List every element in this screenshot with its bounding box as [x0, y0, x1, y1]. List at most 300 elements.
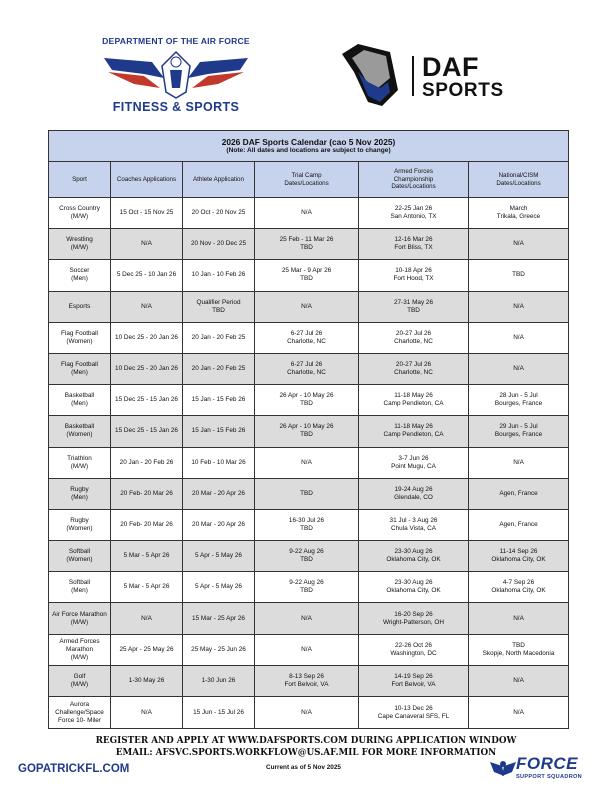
cell-national-cism: [469, 603, 569, 634]
cell-line: 20 Jan - 20 Feb 25: [191, 333, 246, 341]
table-row: [49, 385, 569, 416]
calendar-title-cell: [49, 131, 569, 162]
cell-national-cism: [469, 260, 569, 291]
table-row: [49, 322, 569, 353]
cell-line: 22-26 Oct 26: [395, 641, 432, 649]
cell-sport: [49, 665, 111, 696]
cell-athlete-application: [183, 697, 255, 729]
cell-line: (M/W): [70, 653, 89, 661]
column-header-line: Armed Forces: [394, 167, 433, 175]
force-logo-text: FORCE: [516, 754, 578, 773]
cell-line: (Men): [71, 275, 88, 283]
table-row: [49, 198, 569, 229]
cell-line: Air Force Marathon: [52, 610, 107, 618]
cell-trial-camp: [255, 322, 359, 353]
cell-line: 25 Mar - 9 Apr 26: [281, 267, 332, 275]
cell-line: Fort Belvoir, VA: [284, 680, 329, 688]
cell-line: N/A: [513, 365, 524, 373]
cell-line: Agen, France: [499, 489, 538, 497]
cell-line: Chula Vista, CA: [391, 524, 436, 532]
cell-line: Glendale, CO: [394, 493, 433, 501]
email-line: EMAIL: AFSVC.SPORTS.WORKFLOW@US.AF.MIL FOR MORE INFORMATION: [115, 748, 497, 758]
cell-line: Basketball: [64, 392, 95, 400]
cell-line: 20 Feb- 20 Mar 26: [120, 489, 173, 497]
cell-sport: [49, 322, 111, 353]
cell-line: Esports: [68, 302, 91, 310]
cell-athlete-application: [183, 198, 255, 229]
calendar-title: 2026 DAF Sports Calendar (cao 5 Nov 2025): [221, 136, 396, 147]
cell-line: (Men): [71, 369, 88, 377]
cell-line: 27-31 May 26: [393, 298, 434, 306]
cell-line: Charlotte, NC: [394, 369, 433, 377]
cell-line: Point Mugu, CA: [391, 462, 436, 470]
cell-armed-forces-championship: [359, 260, 469, 291]
calendar-body: [49, 198, 569, 729]
cell-athlete-application: [183, 447, 255, 478]
cell-line: 25 May - 25 Jun 26: [191, 645, 246, 653]
cell-armed-forces-championship: [359, 322, 469, 353]
cell-line: TBD: [300, 431, 313, 439]
cell-line: Fort Hood, TX: [393, 275, 434, 283]
cell-line: 6-27 Jul 26: [290, 361, 323, 369]
cell-armed-forces-championship: [359, 634, 469, 665]
cell-armed-forces-championship: [359, 416, 469, 447]
cell-line: Triathlon: [67, 454, 92, 462]
current-as-of: Current as of 5 Nov 2025: [266, 764, 341, 771]
cell-line: TBD: [300, 275, 313, 283]
cell-trial-camp: [255, 665, 359, 696]
cell-line: 15 Dec 25 - 15 Jan 26: [115, 427, 178, 435]
table-row: [49, 697, 569, 729]
cell-armed-forces-championship: [359, 229, 469, 260]
cell-line: 28 Jun - 5 Jul: [499, 392, 538, 400]
cell-line: TBD: [300, 524, 313, 532]
column-header-national-cism: [469, 162, 569, 198]
column-header-row: [49, 162, 569, 198]
calendar-note: (Note: All dates and locations are subject to change): [226, 147, 391, 155]
cell-line: 20 Feb- 20 Mar 26: [120, 520, 173, 528]
cell-line: Flag Football: [61, 361, 98, 369]
cell-national-cism: [469, 541, 569, 572]
column-header-line: Dates/Locations: [284, 179, 329, 187]
logo-divider: [412, 56, 414, 96]
cell-national-cism: [469, 353, 569, 384]
cell-line: 1-30 Jun 26: [201, 676, 236, 684]
cell-athlete-application: [183, 509, 255, 540]
cell-national-cism: [469, 322, 569, 353]
cell-line: Oklahoma City, OK: [491, 556, 546, 564]
cell-line: 5 Apr - 5 May 26: [195, 583, 242, 591]
cell-sport: [49, 478, 111, 509]
cell-coaches-applications: [111, 509, 183, 540]
table-row: [49, 353, 569, 384]
cell-line: 20 Jan - 20 Feb 25: [191, 365, 246, 373]
cell-line: Charlotte, NC: [394, 337, 433, 345]
force-support-squadron-logo: [490, 752, 600, 786]
daf-shield-icon: [338, 42, 408, 108]
cell-line: Washington, DC: [390, 649, 437, 657]
cell-line: N/A: [141, 302, 152, 310]
logo-sports-text: SPORTS: [422, 80, 504, 101]
cell-line: Basketball: [64, 423, 95, 431]
table-row: [49, 572, 569, 603]
cell-line: N/A: [513, 302, 524, 310]
cell-coaches-applications: [111, 572, 183, 603]
cell-line: TBD: [300, 556, 313, 564]
cell-line: N/A: [513, 676, 524, 684]
cell-athlete-application: [183, 416, 255, 447]
cell-trial-camp: [255, 291, 359, 322]
daf-sports-logo: [338, 42, 528, 112]
cell-line: (M/W): [70, 680, 89, 688]
cell-line: Oklahoma City, OK: [386, 556, 441, 564]
logo-fitness-sports-text: FITNESS & SPORTS: [112, 100, 240, 114]
cell-line: 14-19 Sep 26: [394, 672, 433, 680]
cell-sport: [49, 447, 111, 478]
cell-coaches-applications: [111, 198, 183, 229]
cell-line: TBD: [212, 306, 225, 314]
column-header-armed-forces-championship: [359, 162, 469, 198]
cell-national-cism: [469, 572, 569, 603]
cell-line: 26 Apr - 10 May 26: [279, 423, 334, 431]
cell-line: N/A: [301, 209, 312, 217]
cell-line: Armed Forces: [59, 637, 100, 645]
cell-line: 16-30 Jul 26: [288, 516, 325, 524]
cell-sport: [49, 509, 111, 540]
cell-line: 10 Jan - 10 Feb 26: [191, 271, 246, 279]
cell-line: Qualifier Period: [196, 298, 241, 306]
column-header-line: Trial Camp: [291, 171, 322, 179]
table-row: [49, 603, 569, 634]
column-header-line: National/CISM: [498, 171, 539, 179]
cell-line: Fort Belvoir, VA: [391, 680, 436, 688]
cell-national-cism: [469, 509, 569, 540]
cell-line: (Women): [66, 524, 93, 532]
cell-athlete-application: [183, 260, 255, 291]
cell-line: 23-30 Aug 26: [394, 579, 433, 587]
cell-line: (M/W): [70, 213, 89, 221]
cell-athlete-application: [183, 478, 255, 509]
cell-line: N/A: [301, 614, 312, 622]
cell-line: Oklahoma City, OK: [491, 587, 546, 595]
cell-trial-camp: [255, 634, 359, 665]
cell-athlete-application: [183, 229, 255, 260]
cell-line: 20 Oct - 20 Nov 25: [191, 209, 246, 217]
table-row: [49, 260, 569, 291]
cell-national-cism: [469, 291, 569, 322]
cell-line: TBD: [300, 587, 313, 595]
cell-line: 25 Apr - 25 May 26: [119, 645, 174, 653]
cell-line: N/A: [301, 708, 312, 716]
cell-line: Rugby: [70, 516, 89, 524]
cell-athlete-application: [183, 291, 255, 322]
cell-athlete-application: [183, 322, 255, 353]
cell-line: 12-16 Mar 26: [394, 236, 433, 244]
logo-daf-text: DAF: [422, 52, 479, 82]
cell-coaches-applications: [111, 291, 183, 322]
column-header-line: Dates/Locations: [496, 179, 541, 187]
cell-armed-forces-championship: [359, 697, 469, 729]
cell-line: N/A: [301, 458, 312, 466]
cell-line: (Women): [66, 337, 93, 345]
cell-armed-forces-championship: [359, 478, 469, 509]
cell-sport: [49, 697, 111, 729]
cell-line: 15 Oct - 15 Nov 25: [119, 209, 174, 217]
register-line: REGISTER AND APPLY AT WWW.DAFSPORTS.COM DURING APPLICATION WINDOW: [95, 736, 517, 746]
cell-line: 10 Dec 25 - 20 Jan 26: [115, 333, 178, 341]
table-row: [49, 634, 569, 665]
cell-line: (Men): [71, 400, 88, 408]
cell-athlete-application: [183, 353, 255, 384]
column-header-line: Dates/Locations: [391, 183, 436, 191]
website-link[interactable]: GOPATRICKFL.COM: [18, 763, 130, 775]
column-header-line: Sport: [72, 175, 87, 183]
cell-trial-camp: [255, 572, 359, 603]
cell-sport: [49, 353, 111, 384]
cell-line: N/A: [513, 240, 524, 248]
cell-line: 15 Mar - 25 Apr 26: [192, 614, 245, 622]
cell-line: Trikala, Greece: [496, 213, 541, 221]
table-row: [49, 229, 569, 260]
cell-line: March: [509, 205, 528, 213]
cell-trial-camp: [255, 385, 359, 416]
table-row: [49, 541, 569, 572]
logo-department-text: DEPARTMENT OF THE AIR FORCE: [102, 36, 250, 46]
cell-sport: [49, 260, 111, 291]
cell-line: 16-20 Sep 26: [394, 610, 433, 618]
column-header-athlete-application: [183, 162, 255, 198]
cell-line: Charlotte, NC: [287, 337, 326, 345]
cell-line: Bourges, France: [494, 400, 543, 408]
cell-sport: [49, 291, 111, 322]
cell-line: N/A: [301, 645, 312, 653]
cell-line: N/A: [513, 458, 524, 466]
cell-line: 15 Jun - 15 Jul 26: [193, 708, 244, 716]
cell-national-cism: [469, 385, 569, 416]
cell-line: Flag Football: [61, 329, 98, 337]
cell-line: 31 Jul - 3 Aug 26: [389, 516, 438, 524]
table-row: [49, 478, 569, 509]
cell-line: 11-18 May 26: [394, 423, 433, 431]
cell-line: (Men): [71, 493, 88, 501]
cell-line: TBD: [300, 400, 313, 408]
cell-coaches-applications: [111, 665, 183, 696]
cell-line: Camp Pendleton, CA: [383, 400, 444, 408]
cell-armed-forces-championship: [359, 198, 469, 229]
cell-line: Aurora: [69, 700, 90, 708]
cell-coaches-applications: [111, 603, 183, 634]
column-header-line: Athlete Application: [193, 175, 244, 183]
cell-line: 19-24 Aug 26: [394, 485, 433, 493]
cell-trial-camp: [255, 478, 359, 509]
column-header-line: Championship: [393, 175, 434, 183]
cell-line: N/A: [141, 614, 152, 622]
cell-national-cism: [469, 478, 569, 509]
cell-athlete-application: [183, 634, 255, 665]
cell-national-cism: [469, 634, 569, 665]
cell-line: Challenge/Space: [55, 708, 104, 716]
cell-line: N/A: [141, 708, 152, 716]
table-row: [49, 416, 569, 447]
cell-coaches-applications: [111, 260, 183, 291]
cell-coaches-applications: [111, 322, 183, 353]
cell-coaches-applications: [111, 385, 183, 416]
cell-line: 20 Nov - 20 Dec 25: [190, 240, 247, 248]
cell-line: Cape Canaveral SFS, FL: [377, 712, 450, 720]
cell-line: 11-18 May 26: [394, 392, 433, 400]
cell-line: (Men): [71, 587, 88, 595]
cell-line: 29 Jun - 5 Jul: [499, 423, 538, 431]
cell-national-cism: [469, 447, 569, 478]
cell-armed-forces-championship: [359, 509, 469, 540]
cell-trial-camp: [255, 353, 359, 384]
cell-coaches-applications: [111, 447, 183, 478]
cell-line: Golf: [73, 672, 86, 680]
cell-line: 11-14 Sep 26: [499, 548, 538, 556]
cell-line: 22-25 Jan 26: [394, 205, 433, 213]
cell-line: San Antonio, TX: [390, 213, 437, 221]
sports-calendar-table: [48, 130, 569, 729]
cell-armed-forces-championship: [359, 572, 469, 603]
cell-line: (M/W): [70, 244, 89, 252]
cell-line: 25 Feb - 11 Mar 26: [279, 236, 334, 244]
daf-fitness-sports-logo: [96, 36, 256, 118]
cell-line: Camp Pendleton, CA: [383, 431, 444, 439]
cell-athlete-application: [183, 385, 255, 416]
cell-coaches-applications: [111, 697, 183, 729]
cell-athlete-application: [183, 603, 255, 634]
cell-line: Charlotte, NC: [287, 369, 326, 377]
cell-line: 15 Jan - 15 Feb 26: [191, 427, 246, 435]
cell-national-cism: [469, 198, 569, 229]
cell-line: 5 Dec 25 - 10 Jan 26: [116, 271, 177, 279]
cell-line: Agen, France: [499, 520, 538, 528]
cell-sport: [49, 572, 111, 603]
cell-armed-forces-championship: [359, 291, 469, 322]
cell-line: 8-13 Sep 26: [289, 672, 324, 680]
cell-athlete-application: [183, 665, 255, 696]
cell-sport: [49, 198, 111, 229]
cell-line: N/A: [141, 240, 152, 248]
column-header-line: Coaches Applications: [116, 175, 177, 183]
table-row: [49, 291, 569, 322]
table-row: [49, 447, 569, 478]
cell-armed-forces-championship: [359, 447, 469, 478]
cell-sport: [49, 416, 111, 447]
cell-line: Cross Country: [59, 205, 100, 213]
cell-line: 23-30 Aug 26: [394, 548, 433, 556]
cell-line: N/A: [513, 333, 524, 341]
cell-line: 10-18 Apr 26: [395, 267, 432, 275]
cell-athlete-application: [183, 541, 255, 572]
cell-national-cism: [469, 229, 569, 260]
cell-armed-forces-championship: [359, 541, 469, 572]
cell-line: 20 Mar - 20 Apr 26: [192, 520, 245, 528]
cell-line: Wright-Patterson, OH: [383, 618, 444, 626]
cell-line: 26 Apr - 10 May 26: [279, 392, 334, 400]
cell-line: 4-7 Sep 26: [502, 579, 535, 587]
cell-coaches-applications: [111, 634, 183, 665]
cell-trial-camp: [255, 541, 359, 572]
cell-line: 10-13 Dec 26: [394, 704, 433, 712]
cell-line: Force 10- Miler: [58, 716, 101, 724]
cell-trial-camp: [255, 198, 359, 229]
cell-coaches-applications: [111, 229, 183, 260]
cell-line: Bourges, France: [494, 431, 543, 439]
cell-line: N/A: [513, 708, 524, 716]
cell-coaches-applications: [111, 416, 183, 447]
cell-line: TBD: [300, 489, 313, 497]
wings-icon: [490, 758, 516, 780]
cell-line: 15 Jan - 15 Feb 26: [191, 396, 246, 404]
cell-line: (Women): [66, 556, 93, 564]
cell-national-cism: [469, 697, 569, 729]
cell-line: 1-30 May 26: [128, 676, 165, 684]
cell-line: Rugby: [70, 485, 89, 493]
cell-line: (M/W): [70, 618, 89, 626]
cell-trial-camp: [255, 447, 359, 478]
cell-line: 3-7 Jun 26: [398, 454, 429, 462]
cell-sport: [49, 603, 111, 634]
cell-trial-camp: [255, 697, 359, 729]
cell-trial-camp: [255, 509, 359, 540]
cell-line: Fort Bliss, TX: [394, 244, 433, 252]
cell-trial-camp: [255, 260, 359, 291]
cell-line: N/A: [301, 302, 312, 310]
cell-line: 6-27 Jul 26: [290, 329, 323, 337]
table-row: [49, 509, 569, 540]
cell-line: TBD: [512, 641, 525, 649]
cell-line: Wrestling: [66, 236, 93, 244]
force-logo-subtext: SUPPORT SQUADRON: [516, 774, 583, 780]
cell-armed-forces-championship: [359, 353, 469, 384]
cell-line: 10 Dec 25 - 20 Jan 26: [115, 365, 178, 373]
cell-athlete-application: [183, 572, 255, 603]
cell-line: 15 Dec 25 - 15 Jan 26: [115, 396, 178, 404]
cell-line: Softball: [68, 548, 91, 556]
cell-coaches-applications: [111, 353, 183, 384]
cell-line: 20-27 Jul 26: [395, 361, 432, 369]
cell-national-cism: [469, 416, 569, 447]
cell-line: Skopje, North Macedonia: [482, 649, 555, 657]
cell-line: 5 Mar - 5 Apr 26: [123, 552, 170, 560]
cell-armed-forces-championship: [359, 603, 469, 634]
cell-sport: [49, 385, 111, 416]
cell-line: TBD: [300, 244, 313, 252]
cell-sport: [49, 541, 111, 572]
cell-sport: [49, 634, 111, 665]
cell-national-cism: [469, 665, 569, 696]
cell-line: (M/W): [70, 462, 89, 470]
cell-line: TBD: [512, 271, 525, 279]
table-row: [49, 665, 569, 696]
cell-coaches-applications: [111, 478, 183, 509]
eagle-wings-icon: [104, 48, 248, 100]
cell-trial-camp: [255, 229, 359, 260]
cell-line: N/A: [513, 614, 524, 622]
cell-line: 20 Mar - 20 Apr 26: [192, 489, 245, 497]
cell-line: TBD: [407, 306, 420, 314]
cell-armed-forces-championship: [359, 665, 469, 696]
column-header-coaches-applications: [111, 162, 183, 198]
cell-armed-forces-championship: [359, 385, 469, 416]
cell-line: 9-22 Aug 26: [289, 548, 324, 556]
page-header: [0, 0, 612, 125]
cell-trial-camp: [255, 603, 359, 634]
cell-line: (Women): [66, 431, 93, 439]
cell-line: 5 Apr - 5 May 26: [195, 552, 242, 560]
column-header-trial-camp: [255, 162, 359, 198]
